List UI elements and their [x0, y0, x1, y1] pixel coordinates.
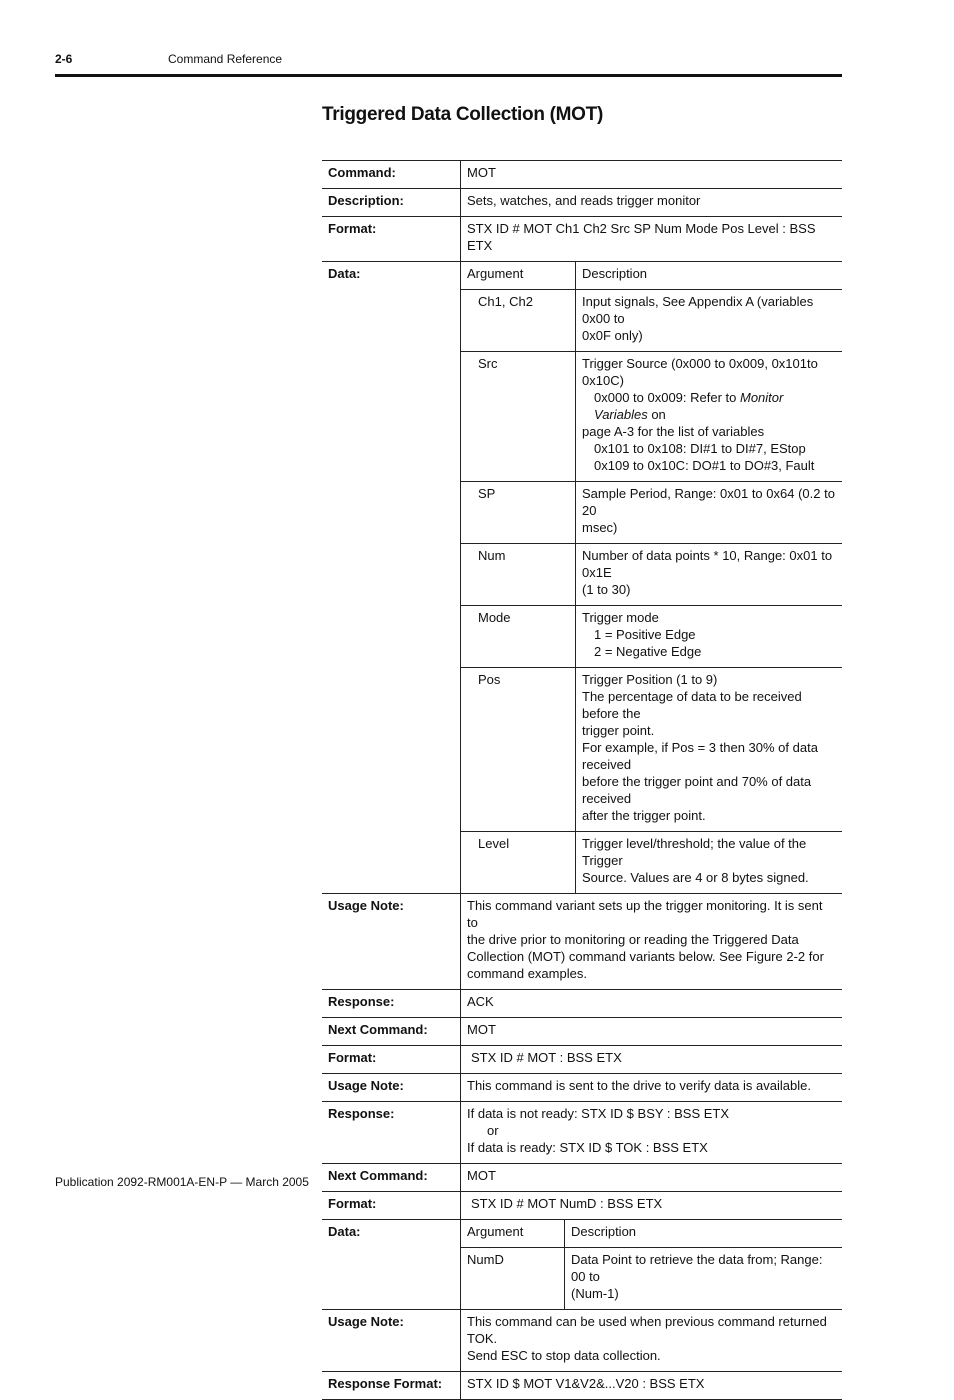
- row-value: Sets, watches, and reads trigger monitor: [461, 189, 843, 217]
- publication-footer: Publication 2092-RM001A-EN-P — March 2005: [55, 1175, 309, 1189]
- description-line: 0x101 to 0x108: DI#1 to DI#7, EStop: [594, 441, 806, 456]
- row-value: STX ID # MOT NumD : BSS ETX: [461, 1192, 843, 1220]
- description-emphasis: Monitor Variables: [594, 390, 784, 422]
- argument-table: [461, 1220, 842, 1309]
- argument-name: SP: [461, 482, 576, 544]
- data-subtable-cell: [461, 1220, 843, 1310]
- argument-header-row: [461, 262, 842, 290]
- description-line: trigger point.: [582, 723, 655, 738]
- description-line: Trigger Source (0x000 to 0x009, 0x101to 0x10C): [582, 356, 818, 388]
- row-label: Usage Note:: [322, 894, 461, 990]
- argument-table: [461, 262, 842, 893]
- running-header: [55, 52, 283, 66]
- value-line: or: [487, 1123, 499, 1138]
- table-row: [322, 1192, 842, 1220]
- row-label: Next Command:: [322, 1164, 461, 1192]
- value-line: command examples.: [467, 966, 587, 981]
- description-line: (Num-1): [571, 1286, 619, 1301]
- row-value: [461, 894, 843, 990]
- argument-description: [576, 668, 843, 832]
- table-row: [322, 1372, 842, 1400]
- argument-description: [576, 352, 843, 482]
- argument-row: [461, 606, 842, 668]
- row-value: STX ID $ MOT V1&V2&...V20 : BSS ETX: [461, 1372, 843, 1400]
- row-value: This command is sent to the drive to verify data is available.: [461, 1074, 843, 1102]
- table-row: [322, 1074, 842, 1102]
- description-column-header: Description: [565, 1220, 843, 1248]
- description-line: (1 to 30): [582, 582, 631, 597]
- description-line: Trigger Position (1 to 9): [582, 672, 718, 687]
- row-label: Next Command:: [322, 1018, 461, 1046]
- row-value: MOT: [461, 1018, 843, 1046]
- description-line: The percentage of data to be received before the: [582, 689, 802, 721]
- value-line: If data is not ready: STX ID $ BSY : BSS ETX: [467, 1106, 730, 1121]
- row-label: Format:: [322, 217, 461, 262]
- table-row: [322, 189, 842, 217]
- table-row: [322, 1164, 842, 1192]
- row-label: Description:: [322, 189, 461, 217]
- description-line: 2 = Negative Edge: [594, 644, 702, 659]
- section-title: Command Reference: [168, 52, 283, 66]
- header-rule: [55, 74, 842, 77]
- argument-name: Level: [461, 832, 576, 894]
- value-line: the drive prior to monitoring or reading the Triggered Data: [467, 932, 799, 947]
- argument-name: Mode: [461, 606, 576, 668]
- description-line: 1 = Positive Edge: [594, 627, 696, 642]
- row-label: Format:: [322, 1192, 461, 1220]
- argument-description: [576, 606, 843, 668]
- value-line: This command can be used when previous command returned TOK.: [467, 1314, 827, 1346]
- argument-name: Ch1, Ch2: [461, 290, 576, 352]
- table-row: [322, 217, 842, 262]
- description-line: Data Point to retrieve the data from; Range: 00 to: [571, 1252, 823, 1284]
- page-heading: Triggered Data Collection (MOT): [322, 104, 603, 125]
- page-number: 2-6: [55, 52, 73, 66]
- argument-row: [461, 832, 842, 894]
- description-text: 0x000 to 0x009: Refer to: [594, 390, 740, 405]
- data-subtable-cell: [461, 262, 843, 894]
- table-row: [322, 161, 842, 189]
- row-label: Usage Note:: [322, 1310, 461, 1372]
- description-line: 0x109 to 0x10C: DO#1 to DO#3, Fault: [594, 458, 815, 473]
- row-label: Data:: [322, 262, 461, 894]
- row-label: Usage Note:: [322, 1074, 461, 1102]
- row-label: Response:: [322, 1102, 461, 1164]
- table-row: [322, 1102, 842, 1164]
- argument-row: [461, 1248, 842, 1310]
- argument-column-header: Argument: [467, 1224, 524, 1239]
- argument-name: Pos: [461, 668, 576, 832]
- value-line: Collection (MOT) command variants below. See Figure 2-2 for: [467, 949, 824, 964]
- row-value: MOT: [461, 161, 843, 189]
- row-label: Command:: [322, 161, 461, 189]
- argument-column-header: Argument: [467, 266, 524, 281]
- description-line: after the trigger point.: [582, 808, 706, 823]
- argument-description: [576, 482, 843, 544]
- command-table: [322, 160, 842, 1400]
- description-line: Trigger level/threshold; the value of the Trigger: [582, 836, 807, 868]
- description-column-header: Description: [576, 262, 843, 290]
- row-label: Response Format:: [322, 1372, 461, 1400]
- value-line: This command variant sets up the trigger monitoring. It is sent to: [467, 898, 823, 930]
- row-value: [461, 1102, 843, 1164]
- row-value: [461, 1310, 843, 1372]
- argument-row: [461, 290, 842, 352]
- row-value: STX ID # MOT : BSS ETX: [461, 1046, 843, 1074]
- table-row: [322, 1046, 842, 1074]
- argument-row: [461, 352, 842, 482]
- argument-description: [576, 832, 843, 894]
- argument-description: [576, 290, 843, 352]
- table-row: [322, 1018, 842, 1046]
- description-line: 0x0F only): [582, 328, 643, 343]
- argument-description: [576, 544, 843, 606]
- argument-name: NumD: [461, 1248, 565, 1310]
- argument-name: Src: [461, 352, 576, 482]
- argument-name: Num: [461, 544, 576, 606]
- description-line: Number of data points * 10, Range: 0x01 to 0x1E: [582, 548, 833, 580]
- description-line: page A-3 for the list of variables: [582, 424, 765, 439]
- description-line: Sample Period, Range: 0x01 to 0x64 (0.2 to 20: [582, 486, 835, 518]
- argument-description: [565, 1248, 843, 1310]
- description-line: msec): [582, 520, 618, 535]
- description-line: [582, 389, 836, 423]
- description-line: before the trigger point and 70% of data received: [582, 774, 812, 806]
- table-row: [322, 990, 842, 1018]
- row-value: STX ID # MOT Ch1 Ch2 Src SP Num Mode Pos Level : BSS ETX: [461, 217, 843, 262]
- description-text: on: [647, 407, 666, 422]
- description-line: Trigger mode: [582, 610, 659, 625]
- value-line: If data is ready: STX ID $ TOK : BSS ETX: [467, 1140, 708, 1155]
- row-label: Data:: [322, 1220, 461, 1310]
- table-row: [322, 1220, 842, 1310]
- description-line: For example, if Pos = 3 then 30% of data received: [582, 740, 818, 772]
- argument-row: [461, 544, 842, 606]
- argument-row: [461, 482, 842, 544]
- argument-row: [461, 668, 842, 832]
- argument-header-row: [461, 1220, 842, 1248]
- description-line: Source. Values are 4 or 8 bytes signed.: [582, 870, 809, 885]
- table-row: [322, 1310, 842, 1372]
- description-line: Input signals, See Appendix A (variables 0x00 to: [582, 294, 814, 326]
- row-value: ACK: [461, 990, 843, 1018]
- row-value: MOT: [461, 1164, 843, 1192]
- table-row: [322, 262, 842, 894]
- table-row: [322, 894, 842, 990]
- row-label: Format:: [322, 1046, 461, 1074]
- row-label: Response:: [322, 990, 461, 1018]
- value-line: Send ESC to stop data collection.: [467, 1348, 661, 1363]
